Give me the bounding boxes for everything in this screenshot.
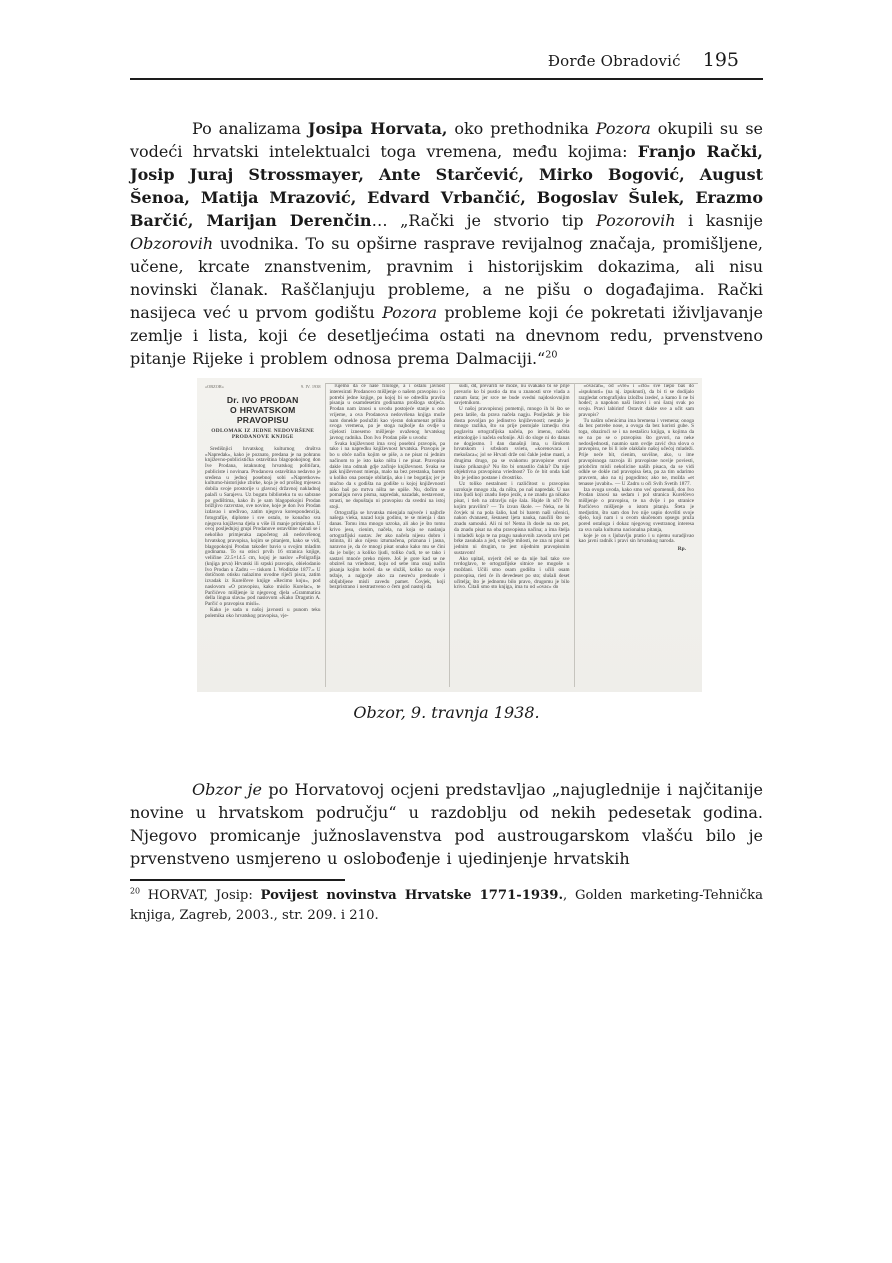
clipping-column-3-text: sudi, dđ, prevariti se može, nu svakako bi se prije prevario ko bi pustio da mu u znanosti srce vlada a razum šuta; jer srce ne bude svedni najdoslovnijim savjetnikom. U našoj pravopisnoj pometnji, mnogo ih bi što se pera latiše, da prava načela nagju. Posljedak je bio dosta povoljan po jedinstvo književnosti; nestalo je mnogo razlika, što su prije postojale izmedju dva poglavita ortografijska načela, po imenu, načela etimologije i načela eufonije. Ali do sloge ni do danas ne dogjosmo. I dan današnji ima, u širokom hrvatskom i srbskom svietu, »korenovaca i mekušaca«; jol se Hrvati drže oni čakle jedne masti, a drugima drugo, pa se svakomu pravopisne stvari inako prikazuju? Nu što bi omastilo čakla? Da nije objektivna pravopisna vriednost? To će bit onda kad što je jedino postane i dvostriko. Uz toliko nestalnost i različitost u pravopisu uzrokuje mnogo zla, da ništa, po naš napredak. U nas ima ljudi koji znadu liepo jezik, a ne znadu ga nikako pisat, i tieh na zdravlju nije šala. Hajde ih uči? Po kojim pravilim? — To izvan škole. — Neka, ne bi čovjek ni na pola šalio, kad bi barem naši učenici, nakon dvanaest, šesnaest ljeta nauka, naučili što ne znadu samouki. Ali ni to! Nema ih dosle na sto pet, da znadu pisat na oba pravopisna načina; a ima štelja i mladeži koja te na pragu naukovnih zavoda urvi pet brke zasukala a jod, s nečije milosti, ne zna ni pisat ni jednim ni drugim, to jest nijednim pravopisnim sustavom! Ako upitaš, uvjerit ćeš se da nije baš tako sve tvrdoglavo, te ortografijske sitnice ne mogoše u moždani. Učili smo osam godišta i učili osam pravopisa, rieti će ih devedeset po sto; slušali deset učitelja; što je jednomu bilo pravo, drugomu je bilo krivo. Čitali smo sto knjiga, ima tu od »ovac« do <box>454 383 570 591</box>
clipping-signature: Rp. <box>677 546 686 552</box>
footnote-20: $^{20}$ HORVAT, Josip: Povijest novinstva Hrvatske 1771-1939., Golden marketing-Tehnička knjiga, Zagreb, 2003., str. 209. i 210. <box>130 886 764 923</box>
body-paragraph-2: Obzor je po Horvatovoj ocjeni predstavljao „najuglednije i najčitanije novine u hrvatskom području“ u razdoblju od nekih pedesetak godina. Njegovo promicanje južnoslavenstva pod austrougarskom vlašću bilo je prvenstveno usmjereno u oslobođenje i ujedinjenje hrvatskih <box>130 780 763 868</box>
clipping-masthead-title: «OBZOR» <box>205 384 224 389</box>
clipping-headline: Dr. IVO PRODAN O HRVATSKOM PRAVOPISU <box>226 394 299 425</box>
footnote-separator <box>130 879 345 881</box>
clipping-column-2 <box>325 383 450 687</box>
clipping-column-1 <box>201 383 325 687</box>
page-header <box>130 49 763 71</box>
clipping-column-2-text: rujemo da će naše filologe, a i ostalu javnost interesirati Prodanovo mišljenje o našem pravopisu i o potrebi jedne knjige, po kojoj bi se odredila pravila pisanja u osamdesetim godinama prošloga stoljeća. Prodan nam iznosi u uvodu postojeće stanje u ono vrijeme, a ova Prodanova nedovršena knjiga može nam donekle poslužiti kao vjeran dokumenat prilika svoga vremena, pa je stoga najbolje da ovdje u cijelosti iznesemo mišljenje uvaženog hrvatskog javnog radnika. Don Ivo Prodan piše u uvodu: Svaka književnost ima svoj posebni pravopis, pa tako i na napredku književnost hrvatska. Pravopis je bo u obće način kojim se piše, a ne pisat ni jednim načinom to je isto kako ništa i ne pisat. Pravopisa dakle ima odmah gdje začinje književnost. Svaka se pak književnost mienja, malo na bez prestanka, barem u koliko ona postaje obilatija, ako i ne bogatija; jer je mučno da s godišta na godište u kojoj književnosti niko baš po mrtva ništa ne upiše. Nu, dočim se pomaljaju nova pisma, napredak, nazadak, nestavnost, strasti, ne dopuštaju ni pravopisu da svedni na istoj stoji. Ortografija se hrvatska mienjala najveće i najbrže našega vieka, nazad koju godinu, te se mienja i dan danas. Tomu ima mnogo uzroka, ali ako je što tomu krivo jesu, cienim, načela, na koja se naslanja ortografijski sustav. Jer ako načela nijesu dobro i istinita, ili ako nijesu iztumačena, priznana i jasna, naravno je, da će mnogi pisat onako kako mu se čini da je bolje; a koliko ljudi, toliko ćudi, te se tako i sastavi mnoće preko mjere. Još je gore kad se ne obzireš na vriednost, koju od sebe ima onaj način pisanja kojim hoćeš da se služiš, koliko na svoje težnje, a najgorje ako za nesreću predsude i obljubljene misli zavedu pamet. Čovjek, koji bezpristrano i nestrastveno o čem god nastoji da <box>329 383 445 591</box>
body-paragraph-1: Po analizama Josipa Horvata, oko prethodnika Pozora okupili su se vodeći hrvatski intelektualci toga vremena, među kojima: Franjo Rački, Josip Juraj Strossmayer, Ante Starčević, Mirko Bogović, August Šenoa, Matija Mrazović, Edvard Vrbančić, Bogoslav Šulek, Erazmo Barčić, Marijan Derenčin… „Rački je stvorio tip Pozorovih i kasnije Obzorovih uvodnika. To su opširne rasprave revijalnog značaja, promišljene, učene, krcate znanstvenim, pravnim i historijskim dokazima, ali nisu novinski članak. Raščlanjuju probleme, a ne pišu o događajima. Rački nasijeca već u prvom godištu Pozora probleme koji će pokretati iživljavanje zemlje i lista, koji će desetljećima ostati na dnevnom redu, prvenstveno pitanje Rijeke i problem odnosa prema Dalmaciji.“$^{20}$ <box>130 119 764 368</box>
header-author: Đorđe Obradović <box>547 52 681 70</box>
figure-newspaper-clipping <box>197 378 702 692</box>
clipping-column-1-text: Središnjici hrvatskog kulturnog društva »Napredak«, kako je poznato, predana je na pohranu književno-publicistička ostavština blagopokojnog don Ive Prodana, istaknutog hrvatskog političara, publiciste i novinara. Prodanova ostavština nedavno je sređena u jednoj posebnoj sobi »Napretkove« kulturno-historijske zbirke, koja je od prošlog mjeseca dobila svoje prostorije u glavnoj državnoj nakladnoj palači u Sarajevu. Uz bogatu biblioteku tu su sabrane po godištima, kako ih je sam blagopokojni Prodan brižljivo razvrstao, sve novine, koje je don Ivo Prodan izdavao i uređivao, zatim njegova korespondencija, fotografije, diplome i sve ostalo, te konačno sva njegova književna djela u više ili manje primjeraka. U ovoj posljednjoj grupi Prodanove ostavštine nalazi se i nekoliko primjeraka započetog ali nedovršenog hrvatskog pravopisa, kojim se pitanjem, kako se vidi, blagopokojni Prodan također bavio u svojim mladim godinama. To su otisci prvih 16 stranica knjige, veličine 22.5×14.5 cm, kojoj je naslov »Poligrafija (knjiga prva) Hrvatski ili srpski pravopis, obielodanio Ivo Prodan u Zadru — tiskom I. Woditzke 1877.« U dotičnom otisku nalazimo uvodne riječi pisca, zatim izvadak iz Kurelčeve knjige »Recimo koju«, pod naslovom »O pravopisu, kako mislio Kurelac«, te Parčićevo mišljenje iz njegovog djela »Grammatica della lingua slava« pod naslovom »Kako Dragutin A. Parčić o pravopisu misli«. Kako je sada u našoj javnosti u punom teku polemika oko hrvatskog pravopisa, vje- <box>205 445 321 619</box>
clipping-column-4-text: »ovacah«, od »vre« i »čto« sve liepo baš do »ispuknuti« (na nj. izpuknuti), da bi ti se dodijalo razgledat ortografijsku izložbu izedeć, a kamo li ne bi hodeć; a napokon naši listovi i oni šaraj svak po svoju. Pravi labirint! Ostavit dakle sve a učit sam pravopis? Tu našim učenicima ima bremena i vremena; onoga da bez potrebe nose, a ovoga da bez koristi gube. S toga, obazirući se i na nestašicu knjiga, u kojima da se na po se o pravopisu što govori, na neke nedosljednosti, naumio sam ovdje zavić dva slova o pravopisu, ne bi li iole olakšalo našoj učećoj mladeži. Prije neće bit, cienim, suvišne, ako, u ime pravopisnoga razvoja ili pravopisne novije poviesti, priobćim misli nekolicine naših pisaca, da se vidi odkle se dokle rad pravopisa šeta, pa za tim udarimo pravcem, ako na nj pogodimo; ako ne, možda »et tenasse juvabit«. — U Zadru u oči Svih Svetih 1877. Iza ovoga uvoda, kako smo već spomenuli, don Ivo Prodan iznosi na sedam i pol stranica Kurelčevo mišljenje o pravopisu, te na dvije i po stranice Parčićevo mišljenje o istom pitanju. Šteta je medjutim, što sam don Ivo nije uspio dovršiti svoje djelo, koji nam i u ovom skučenom opsegu pruža pored ostaloga i dokaz njegovog svestranog interesa za sva naša kulturna nacionalna pitanja, koje je on s ljubavlju pratio i u njemu suradjivao kao javni radnik i pravi sin hrvatskog naroda. <box>578 383 694 545</box>
figure-caption: Obzor, 9. travnja 1938. <box>353 703 540 722</box>
clipping-masthead <box>205 384 321 390</box>
clipping-column-4 <box>574 383 699 687</box>
clipping-masthead-date: 9. IV. 1938 <box>300 384 321 389</box>
header-rule <box>130 78 763 80</box>
clipping-subheadline: ODLOMAK IZ JEDNE NEDOVRŠENE PRODANOVE KNJIGE <box>211 427 315 441</box>
header-page-number: 195 <box>702 49 739 71</box>
clipping-column-3 <box>449 383 574 687</box>
